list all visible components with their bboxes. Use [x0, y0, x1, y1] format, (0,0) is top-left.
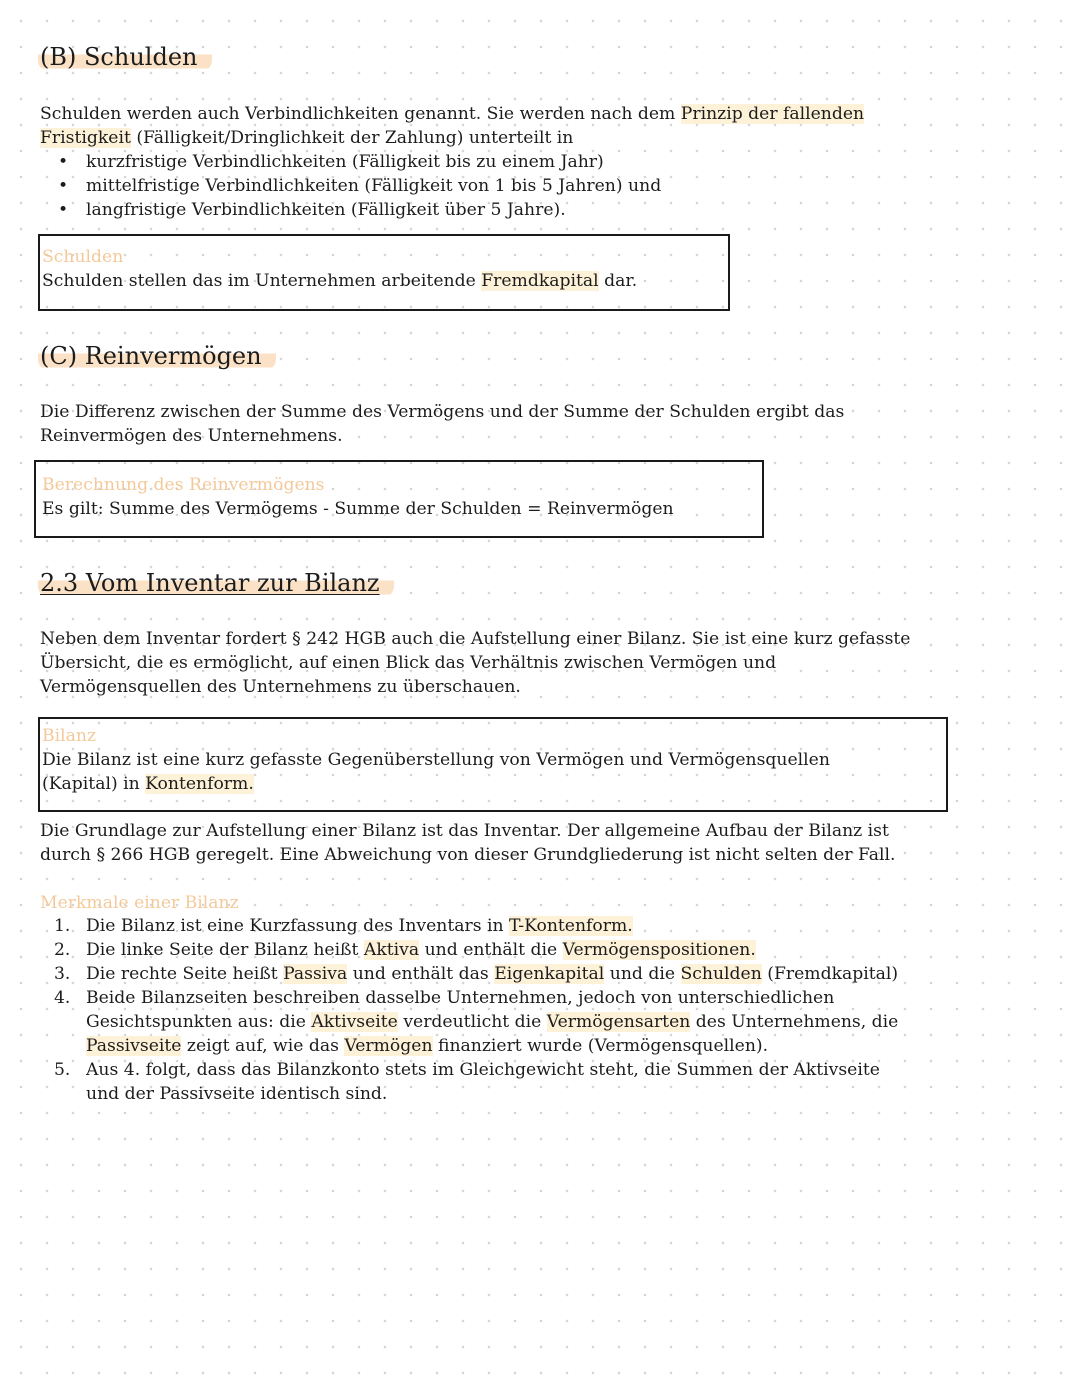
section-c-text: Die Differenz zwischen der Summe des Vermögens und der Summe der Schulden ergibt das Reinvermögen des Unternehmens.	[40, 402, 845, 446]
debt-types-list	[40, 150, 661, 222]
list-item: 3. Die rechte Seite heißt Passiva und enthält das Eigenkapital und die Schulden (Fremdkapital)	[54, 964, 899, 984]
section-23-heading: 2.3 Vom Inventar zur Bilanz	[38, 568, 394, 598]
balance-features-list	[40, 914, 1070, 1106]
list-item: 4. Beide Bilanzseiten beschreiben dasselbe Unternehmen, jedoch von unterschiedlichen Gesichtspunkten aus: die Aktivseite verdeutlicht die Vermögensarten des Unternehmens, die Passivseite zeigt auf, wie das Vermögen finanziert wurde (Vermögensquellen).	[54, 988, 899, 1056]
section-c-heading: (C) Reinvermögen	[38, 341, 276, 371]
formula-box-reinvermoegen	[34, 460, 764, 538]
box-text: Es gilt: Summe des Vermögems - Summe der Schulden = Reinvermögen	[42, 499, 674, 519]
section-b-intro: Schulden werden auch Verbindlichkeiten genannt. Sie werden nach dem Prinzip der fallenden Fristigkeit (Fälligkeit/Dringlichkeit der Zahlung) unterteilt in	[40, 104, 865, 148]
definition-box-bilanz	[38, 717, 948, 812]
definition-box-schulden	[38, 234, 730, 311]
list-item: • kurzfristige Verbindlichkeiten (Fälligkeit bis zu einem Jahr)	[40, 150, 661, 174]
list-item: • mittelfristige Verbindlichkeiten (Fälligkeit von 1 bis 5 Jahren) und	[40, 174, 661, 198]
box-title: Bilanz	[42, 726, 96, 746]
section-23-paragraph: Neben dem Inventar fordert § 242 HGB auch die Aufstellung einer Bilanz. Sie ist eine kurz gefasste Übersicht, die es ermöglicht, auf einen Blick das Verhältnis zwischen Vermögen und Vermögensquellen des Unternehmens zu überschauen.	[40, 629, 911, 697]
list-item: 1. Die Bilanz ist eine Kurzfassung des Inventars in T-Kontenform.	[54, 916, 633, 936]
highlight-prinzip: Prinzip der fallenden	[680, 104, 865, 124]
highlight-kontenform: Kontenform.	[145, 774, 254, 794]
list-item: • langfristige Verbindlichkeiten (Fälligkeit über 5 Jahre).	[40, 198, 661, 222]
section-b-heading: (B) Schulden	[38, 42, 212, 72]
features-subtitle: Merkmale einer Bilanz	[40, 893, 239, 913]
list-item: 5. Aus 4. folgt, dass das Bilanzkonto stets im Gleichgewicht steht, die Summen der Aktivseite und der Passivseite identisch sind.	[54, 1060, 880, 1104]
box-title: Schulden	[42, 247, 124, 267]
highlight-fremdkapital: Fremdkapital	[481, 271, 599, 291]
highlight-fristigkeit: Fristigkeit	[40, 128, 131, 148]
list-item: 2. Die linke Seite der Bilanz heißt Aktiva und enthält die Vermögenspositionen.	[54, 940, 756, 960]
section-23-paragraph-2: Die Grundlage zur Aufstellung einer Bilanz ist das Inventar. Der allgemeine Aufbau der Bilanz ist durch § 266 HGB geregelt. Eine Abweichung von dieser Grundgliederung ist nicht selten der Fall.	[40, 821, 896, 865]
box-text: Schulden stellen das im Unternehmen arbeitende Fremdkapital dar.	[42, 271, 638, 291]
box-title: Berechnung des Reinvermögens	[42, 475, 325, 495]
box-text: Die Bilanz ist eine kurz gefasste Gegenüberstellung von Vermögen und Vermögensquellen (Kapital) in Kontenform.	[42, 750, 830, 794]
